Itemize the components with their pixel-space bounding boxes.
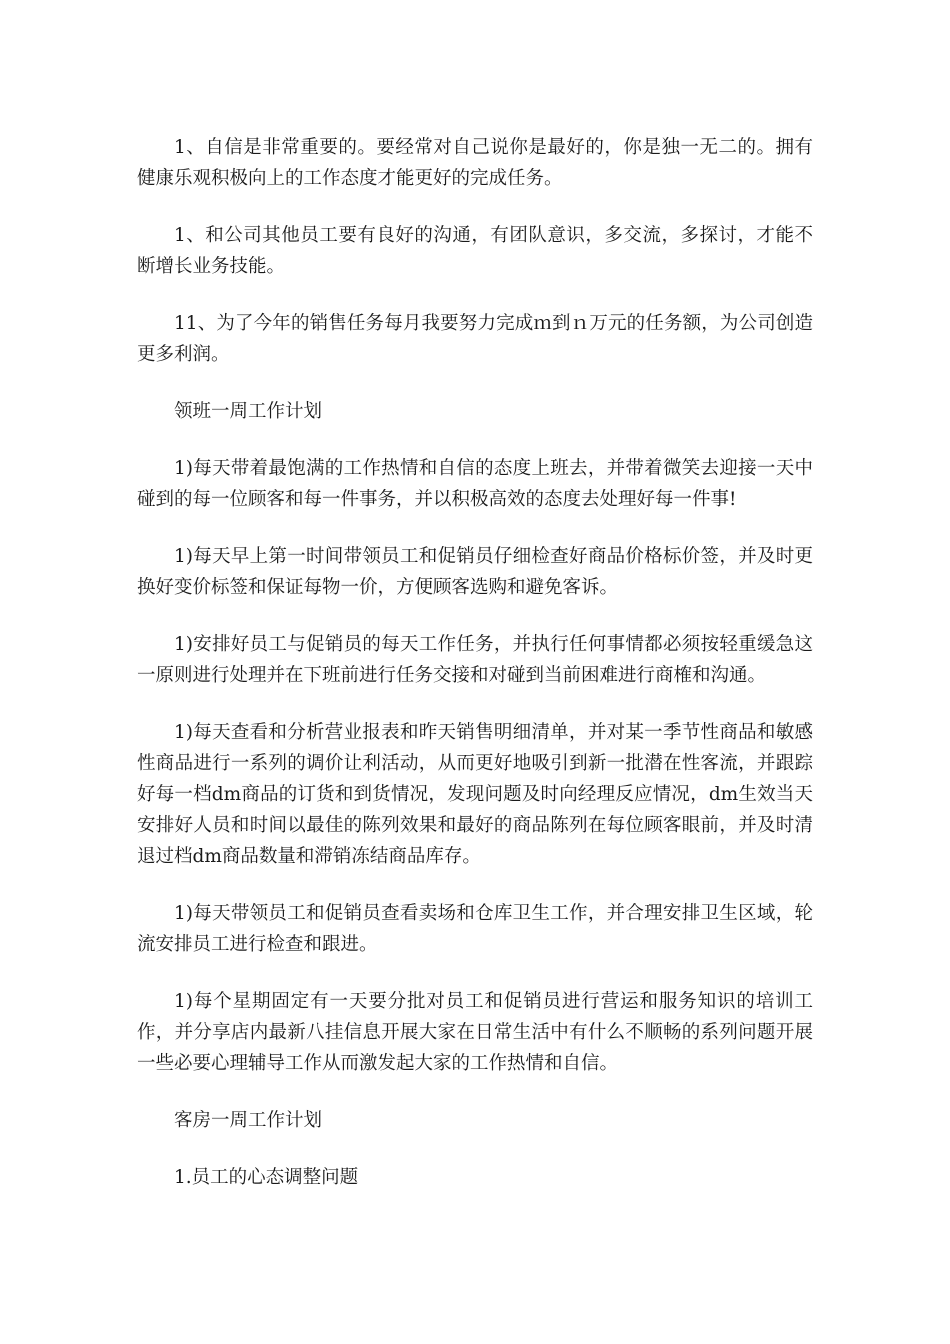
document-body — [137, 132, 813, 1219]
paragraph-communication: 1、和公司其他员工要有良好的沟通，有团队意识，多交流，多探讨，才能不断增长业务技能。 — [137, 225, 813, 277]
subheading-staff-mindset: 1.员工的心态调整问题 — [174, 1167, 359, 1188]
paragraph-price-tags: 1)每天早上第一时间带领员工和促销员仔细检查好商品价格标价签，并及时更换好变价标签和保证每物一价，方便顾客选购和避免客诉。 — [137, 546, 813, 598]
paragraph-hygiene: 1)每天带领员工和促销员查看卖场和仓库卫生工作，并合理安排卫生区域，轮流安排员工进行检查和跟进。 — [137, 903, 813, 955]
section-heading-housekeeping-plan: 客房一周工作计划 — [174, 1110, 323, 1131]
paragraph-training: 1)每个星期固定有一天要分批对员工和促销员进行营运和服务知识的培训工作，并分享店内最新八挂信息开展大家在日常生活中有什么不顺畅的系列问题开展一些必要心理辅导工作从而激发起大家的工作热情和自信。 — [137, 991, 813, 1074]
paragraph-sales-analysis: 1)每天查看和分析营业报表和昨天销售明细清单，并对某一季节性商品和敏感性商品进行一系列的调价让利活动，从而更好地吸引到新一批潜在性客流，并跟踪好每一档dm商品的订货和到货情况，发现问题及时向经理反应情况，dm生效当天安排好人员和时间以最佳的陈列效果和最好的商品陈列在每位顾客眼前，并及时清退过档dm商品数量和滞销冻结商品库存。 — [137, 722, 813, 867]
paragraph-confidence: 1、自信是非常重要的。要经常对自己说你是最好的，你是独一无二的。拥有健康乐观积极向上的工作态度才能更好的完成任务。 — [137, 137, 813, 189]
section-heading-foreman-plan: 领班一周工作计划 — [174, 401, 323, 422]
paragraph-sales-target: 11、为了今年的销售任务每月我要努力完成ｍ到ｎ万元的任务额，为公司创造更多利润。 — [137, 313, 813, 365]
paragraph-daily-attitude: 1)每天带着最饱满的工作热情和自信的态度上班去，并带着微笑去迎接一天中碰到的每一位顾客和每一件事务，并以积极高效的态度去处理好每一件事! — [137, 458, 813, 510]
paragraph-task-assignment: 1)安排好员工与促销员的每天工作任务，并执行任何事情都必须按轻重缓急这一原则进行处理并在下班前进行任务交接和对碰到当前困难进行商榷和沟通。 — [137, 634, 813, 686]
